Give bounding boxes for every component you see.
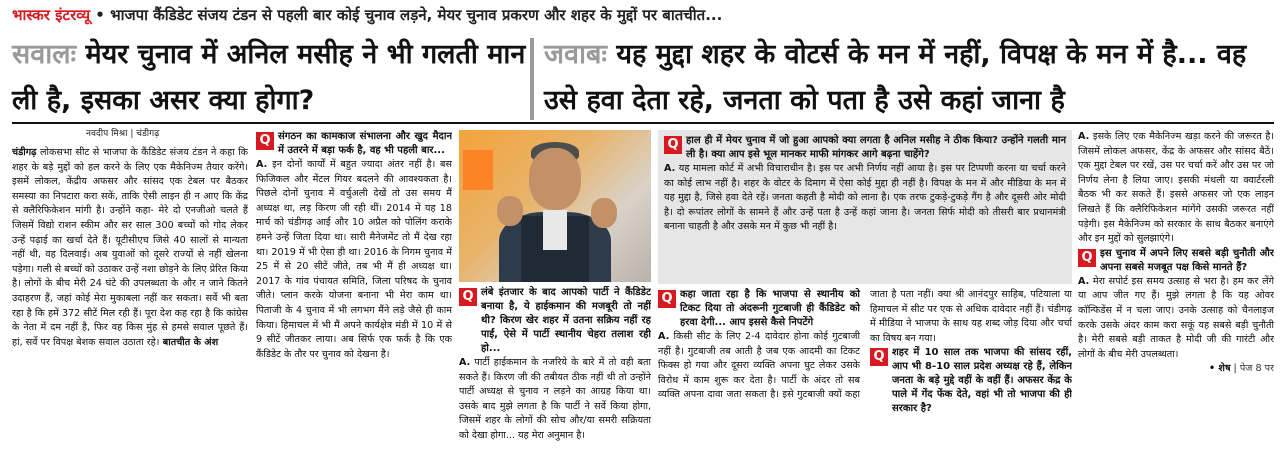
dateline-place: चंडीगढ़ [136, 129, 160, 139]
question-label: सवालः [12, 39, 77, 70]
page-reference: पेज 8 पर [1239, 363, 1274, 375]
question-block [658, 288, 860, 330]
article-column-5: A. इसके लिए एक मैकेनिज्म खड़ा करने की जरूरत है। जिसमें लोकल अफसर, केंद्र के अफसर और सांसद बैठें। एक मुद्दा टेबल पर रखें, उस पर चर्चा करें और उस पर जो निर्णय लेना है लिया जाए। इसकी मंथली या क्वार्टरली बैठक भी कर सकते हैं। इससे अफसर जो एक लाइन लिखते हैं कि क्लैरिफिकेशन मांगेंगे उसकी जरूरत नहीं पड़ेगी। इस मैकेनिज्म को सरकार के साथ बैठकर बनाएंगे और इन मुद्दों को सुलझाएंगे। Q इस चुनाव में अपने लिए सबसे बड़ी चुनौती और अपना सबसे मजबूत पक्ष किसे मानते हैं? A. मेरा सपोर्ट इस समय उत्साह से भरा है। हम कर लेंगे या आप जीत गए हैं। मुझे लगता है कि यह ओवर कॉन्फिडेंस में न चला जाए। उनके उत्साह को चैनलाइज करके उसके अंदर काम करा सकूं यह सबसे बड़ी चुनौती है। मेरी सबसे बड़ी ताकत है मोदी जी की गारंटी और लोगों के बीच मेरी उपलब्धता। • शेष | पेज 8 पर [1078, 131, 1274, 375]
q-icon: Q [658, 290, 676, 308]
answer-label: जवाबः [544, 39, 607, 70]
answer-marker: A. [1078, 275, 1090, 287]
answer-text: यह मुद्दा शहर के वोटर्स के मन में नहीं, विपक्ष के मन में है... वह उसे हवा देता रहे, जनता को पता है उसे कहां जाना है [544, 39, 1247, 116]
question-block [870, 346, 1072, 416]
article-column-4 [658, 288, 1072, 448]
q-icon: Q [664, 136, 682, 154]
question-block [459, 286, 651, 356]
poster-shape [463, 150, 493, 190]
dateline-lead: चंडीगढ़ [12, 147, 37, 158]
answer-text: किसी सीट के लिए 2-4 दावेदार होना कोई गुटबाजी नहीं है। गुटबाजी तब आती है जब एक आदमी का टिकट फिक्स हो गया और दूसरा व्यक्ति अपना घुट लेकर उसके विरोध में काम शुरू कर देता है। पार्टी के अंदर तो सब व्यक्ति अपना दावा जता सकता है। इसे गुटबाजी क्यों कहा जाता है पता नहीं। क्या श्री आनंदपुर साहिब, पटियाला या हिमाचल में सीट पर एक से अधिक दावेदार नहीं हैं। चंडीगढ़ में मीडिया ने भाजपा के साथ यह शब्द जोड़ दिया और चर्चा का विषय बन गया। [658, 289, 1072, 401]
question-text: कहा जाता रहा है कि भाजपा से स्थानीय को टिकट दिया तो अंदरूनी गुटबाजी ही कैंडिडेट को हरवा देगी... आप इससे कैसे निपटेंगे [680, 289, 860, 328]
brand-label: भास्कर इंटरव्यू [12, 6, 91, 24]
byline: नवदीप मिश्रा | चंडीगढ़ [86, 129, 160, 139]
answer-text: यह मामला कोर्ट में अभी विचाराधीन है। इस पर अभी निर्णय नहीं आया है। इस पर टिप्पणी करना या चर्चा करने का कोई लाभ नहीं है। शहर के वोटर के दिमाग में ऐसा कोई मुद्दा ही नहीं है। विपक्ष के मन में और मीडिया के मन में यह मुद्दा है, जिसे हवा देते रहें। जनता कहती है मोदी को लाना है। एक तरफ टुकड़े-टुकड़े गैंग है और दूसरी ओर मोदी है। दो रूपांतर लोगों के सामने हैं और उन्हें पता है उन्हें कहां जाना है। जनता सिर्फ मोदी को तीसरी बार प्रधानमंत्री बनाना चाहती है और उसके मन में कुछ भी नहीं है। [664, 163, 1066, 233]
article-column-3 [459, 286, 651, 448]
photo-face [529, 148, 581, 210]
q-icon: Q [256, 132, 274, 150]
headline-question [12, 32, 526, 124]
photo-hand-right [591, 198, 617, 228]
photo-shirt [543, 210, 567, 250]
answer-marker: A. [459, 357, 471, 368]
continued-sign: • शेष [1208, 363, 1231, 375]
question-text: मेयर चुनाव में अनिल मसीह ने भी गलती मान ली है, इसका असर क्या होगा? [12, 39, 526, 116]
answer-text: पार्टी हाईकमान के नजरिये के बारे में तो वही बता सकते हैं। किरण जी की तबीयत ठीक नहीं थी तो उन्होंने पार्टी अध्यक्ष से चुनाव न लड़ने का आग्रह किया था। उसके बाद मुझे लगता है कि पार्टी ने सर्वे किया होगा, जिसमें शहर के लोगों की सोच और/या समरी सक्रियता को देखा होगा... यह मेरा अनुमान है। [459, 357, 651, 441]
q-icon: Q [1078, 249, 1096, 267]
question-text: इस चुनाव में अपने लिए सबसे बड़ी चुनौती और अपना सबसे मजबूत पक्ष किसे मानते हैं? [1100, 247, 1274, 273]
q-icon: Q [459, 288, 477, 306]
answer-text: मेरा सपोर्ट इस समय उत्साह से भरा है। हम कर लेंगे या आप जीत गए हैं। मुझे लगता है कि यह ओवर कॉन्फिडेंस में न चला जाए। उनके उत्साह को चैनलाइज करके उसके अंदर काम करा सकूं यह सबसे बड़ी चुनौती है। मेरी सबसे बड़ी ताकत है मोदी जी की गारंटी और लोगों के बीच मेरी उपलब्धता। [1078, 275, 1274, 360]
top-strip [0, 0, 1280, 30]
answer-text: इसके लिए एक मैकेनिज्म खड़ा करने की जरूरत है। जिसमें लोकल अफसर, केंद्र के अफसर और सांसद बैठें। एक मुद्दा टेबल पर रखें, उस पर चर्चा करें और उस पर जो निर्णय लेना है लिया जाए। इसकी मंथली या क्वार्टरली बैठक भी कर सकते हैं। इससे अफसर जो एक लाइन लिखते हैं कि क्लैरिफिकेशन मांगेंगे उसकी जरूरत नहीं पड़ेगी। इस मैकेनिज्म को सरकार के साथ बैठकर बनाएंगे और इन मुद्दों को सुलझाएंगे। [1078, 131, 1274, 245]
headline-rule [12, 122, 1274, 124]
question-block [664, 134, 1066, 162]
answer-marker: A. [256, 159, 268, 170]
photo-hand-left [497, 196, 523, 226]
shaded-qa-box [658, 130, 1072, 284]
answer-marker: A. [1078, 131, 1090, 142]
author-name: नवदीप मिश्रा [86, 129, 128, 139]
article-column-2 [256, 130, 452, 448]
article-column-1 [12, 146, 248, 446]
question-text: संगठन का कामकाज संभालना और खुद मैदान में उतरने में बड़ा फर्क है, वह भी पहली बार... [278, 131, 452, 156]
candidate-photo [459, 130, 651, 282]
answer-marker: A. [658, 331, 670, 342]
answer-text: इन दोनों कार्यों में बहुत ज्यादा अंतर नहीं है। बस फिजिकल और मेंटल गियर बदलने की आवश्यकता है। पिछले दोनों चुनाव में वर्चुअली देखें तो उस समय मैं अध्यक्ष था, लड़ किरण जी रही थीं। 2014 में यह 18 मार्च को चंडीगढ़ आईं और 10 अप्रैल को पोलिंग कराके हमने उन्हें जिता दिया था। सारी मैनेजमेंट तो मैं देख रहा था। 2019 में भी ऐसा ही था। 2016 के निगम चुनाव में 25 में से 20 सीटें जीते, तब भी मैं ही अध्यक्ष था। 2017 के गांव पंचायत समिति, जिला परिषद के चुनाव जीते। प्लान करके योजना बनाना भी मेरा काम था। पिताजी के 4 चुनाव में भी लगभग मैंने लड़े जैसे ही काम किया। हिमाचल में भी मैं अपने कार्यक्षेत्र मंडी में 10 में से 9 सीटें जीतकर लाया। अब सिर्फ एक फर्क है कि एक कैंडिडेट के तौर पर चुनाव को देखना है। [256, 159, 452, 360]
question-text: हाल ही में मेयर चुनाव में जो हुआ आपको क्या लगता है अनिल मसीह ने ठीक किया? उन्होंने गलती मान ली है। क्या आप इसे भूल मानकर माफी मांगकर आगे बढ़ना चाहेंगे? [686, 135, 1066, 160]
question-block [256, 130, 452, 158]
question-text: लंबे इंतजार के बाद आपको पार्टी ने कैंडिडेट बनाया है, ये हाईकमान की मजबूरी तो नहीं थी? किरण खेर शहर में उतना सक्रिय नहीं रह पाईं, ऐसे में पार्टी स्थानीय चेहरा तलाश रही हो... [481, 287, 651, 354]
headline-divider [530, 38, 534, 120]
question-text: शहर में 10 साल तक भाजपा की सांसद रहीं, आप भी 8-10 साल प्रदेश अध्यक्ष रहे हैं, लेकिन जनता के बड़े मुद्दे वहीं के वहीं हैं। अफसर केंद्र के पाले में गेंद फेंक देते, वहां भी तो भाजपा की ही सरकार है? [892, 347, 1072, 415]
intro-text: लोकसभा सीट से भाजपा के कैंडिडेट संजय टंडन ने कहा कि शहर के बड़े मुद्दों को हल करने के लिए एक मैकेनिज्म तैयार करेंगे। इसमें लोकल, केंद्रीय अफसर और सांसद एक टेबल पर बैठकर समस्या का निपटारा करा सकें, ताकि ऐसी लाइन ही न आए कि केंद्र से क्लैरिफिकेशन मांगी है। उन्होंने कहा- मेरे दो एनजीओ चलते हैं जिसमें विद्यो राशन स्कीम और सर साल 300 बच्चों को गोद लेकर उन्हें पढ़ाई का खर्चा देते हैं। यूटीसीएच जिसे 40 सालों से मान्यता नहीं थी, वह दिलवाई। अब युवाओं को दूसरे राज्यों से नहीं खेलना पड़ेगा। गली से बच्चों को उठाकर उन्हें नशा छोड़ने के लिए प्रेरित किया है। लोगों के बीच मेरी 24 घंटे की उपलब्धता के और न जाने कितने उदाहरण हैं, जहां कोई मेरा मुकाबला नहीं कर सकता। सर्वे भी बता रहा है कि हमें 372 सीटें मिल रही हैं। पूरा देश कह रहा है कि कांग्रेस के नेता में दम नहीं है, फिर वह किस मुंह से हमसे सवाल पूछते हैं। हां, सर्वे पर विपक्ष बेशक सवाल उठाता रहे। [12, 147, 248, 348]
q-icon: Q [870, 348, 888, 366]
question-block [1078, 247, 1274, 275]
excerpt-note: बातचीत के अंश [159, 336, 219, 348]
headline-answer [544, 32, 1278, 124]
strip-text: • भाजपा कैंडिडेट संजय टंडन से पहली बार कोई चुनाव लड़ने, मेयर चुनाव प्रकरण और शहर के मुद्दों पर बातचीत... [90, 6, 723, 24]
answer-marker: A. [664, 163, 676, 174]
